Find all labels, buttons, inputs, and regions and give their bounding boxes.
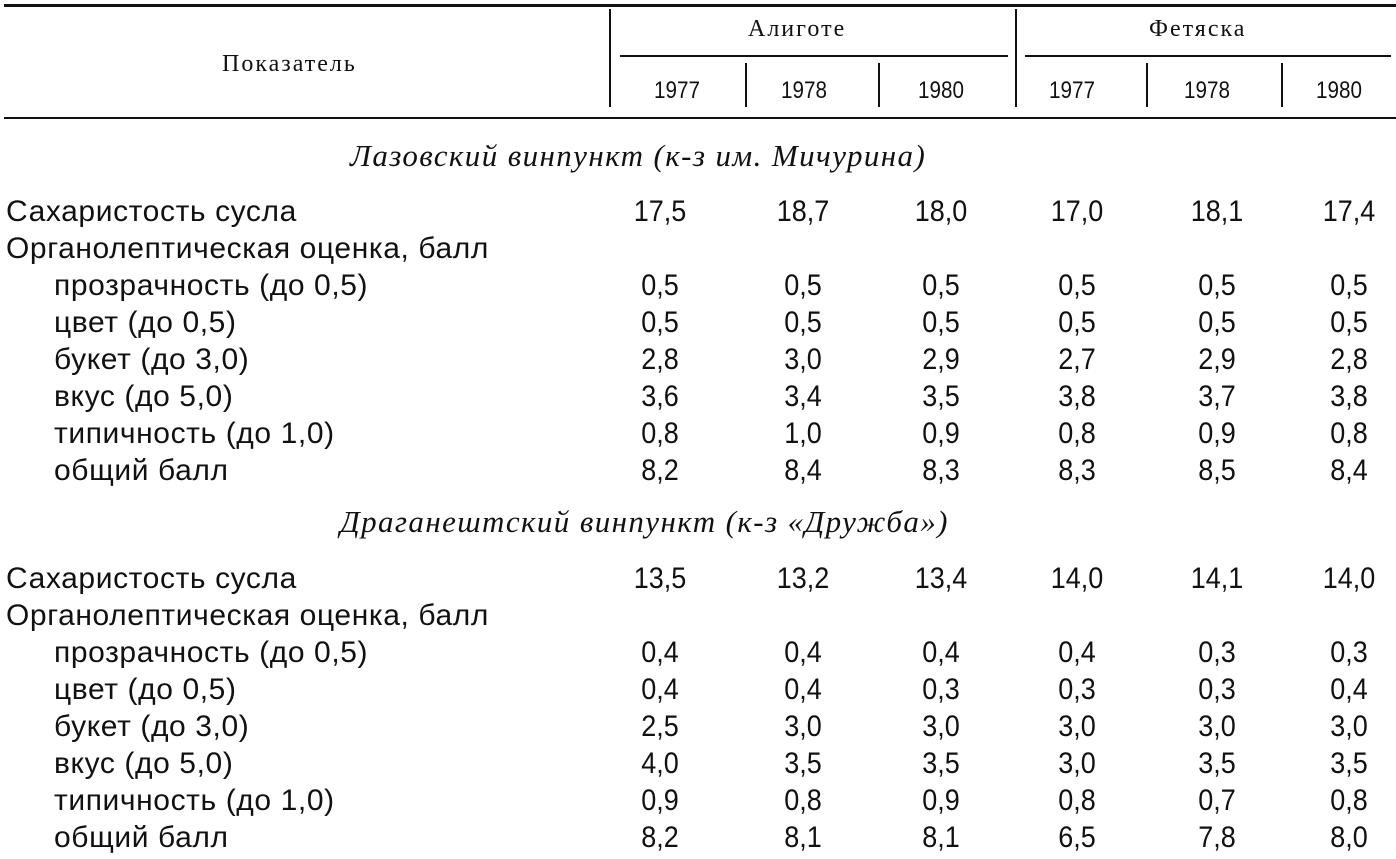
value-cell: 0,5 xyxy=(784,269,822,302)
year-divider xyxy=(1146,63,1148,107)
row-label: вкус (до 5,0) xyxy=(54,380,234,413)
value-cell: 3,5 xyxy=(784,747,822,780)
table-row xyxy=(0,708,1396,745)
value-cell: 2,8 xyxy=(641,343,679,376)
table-top-rule xyxy=(4,4,1396,7)
value-cell: 3,0 xyxy=(1058,710,1096,743)
year-header: 1977 xyxy=(1049,77,1095,104)
table-row xyxy=(0,782,1396,819)
table-row xyxy=(0,415,1396,452)
value-cell: 8,1 xyxy=(784,821,822,854)
table-row xyxy=(0,745,1396,782)
table-row xyxy=(0,230,1396,267)
value-cell: 2,8 xyxy=(1330,343,1368,376)
value-cell: 3,7 xyxy=(1198,380,1236,413)
value-cell: 8,4 xyxy=(784,454,822,487)
header-divider-left xyxy=(609,9,611,107)
value-cell: 0,7 xyxy=(1198,784,1236,817)
value-cell: 14,1 xyxy=(1190,562,1244,595)
year-header: 1978 xyxy=(781,77,827,104)
value-cell: 0,4 xyxy=(922,636,960,669)
row-label: типичность (до 1,0) xyxy=(54,417,335,450)
value-cell: 3,0 xyxy=(1330,710,1368,743)
year-divider xyxy=(1281,63,1283,107)
value-cell: 0,5 xyxy=(1330,306,1368,339)
table-row xyxy=(0,304,1396,341)
value-cell: 8,0 xyxy=(1330,821,1368,854)
value-cell: 2,9 xyxy=(922,343,960,376)
value-cell: 3,5 xyxy=(922,747,960,780)
table-row xyxy=(0,634,1396,671)
value-cell: 0,3 xyxy=(1198,636,1236,669)
aligote-group-rule xyxy=(620,55,1008,57)
year-header: 1977 xyxy=(654,77,700,104)
value-cell: 3,0 xyxy=(1198,710,1236,743)
value-cell: 0,3 xyxy=(922,673,960,706)
value-cell: 0,5 xyxy=(922,306,960,339)
value-cell: 0,5 xyxy=(641,306,679,339)
year-divider xyxy=(745,63,747,107)
value-cell: 14,0 xyxy=(1050,562,1104,595)
value-cell: 18,0 xyxy=(914,195,968,228)
value-cell: 8,5 xyxy=(1198,454,1236,487)
row-label: Органолептическая оценка, балл xyxy=(6,599,489,632)
row-label: цвет (до 0,5) xyxy=(54,673,237,706)
variety-header-aligote: Алиготе xyxy=(748,16,847,42)
value-cell: 8,1 xyxy=(922,821,960,854)
value-cell: 3,6 xyxy=(641,380,679,413)
table-row xyxy=(0,267,1396,304)
value-cell: 0,4 xyxy=(784,673,822,706)
value-cell: 8,2 xyxy=(641,821,679,854)
value-cell: 4,0 xyxy=(641,747,679,780)
row-label: вкус (до 5,0) xyxy=(54,747,234,780)
value-cell: 13,2 xyxy=(776,562,830,595)
value-cell: 3,0 xyxy=(922,710,960,743)
value-cell: 0,4 xyxy=(641,636,679,669)
row-label: прозрачность (до 0,5) xyxy=(54,269,369,302)
table-row xyxy=(0,560,1396,597)
value-cell: 0,8 xyxy=(1058,784,1096,817)
value-cell: 0,8 xyxy=(1330,417,1368,450)
row-label: прозрачность (до 0,5) xyxy=(54,636,369,669)
value-cell: 0,3 xyxy=(1330,636,1368,669)
value-cell: 0,9 xyxy=(922,417,960,450)
value-cell: 0,9 xyxy=(922,784,960,817)
value-cell: 0,3 xyxy=(1198,673,1236,706)
value-cell: 0,5 xyxy=(641,269,679,302)
value-cell: 2,7 xyxy=(1058,343,1096,376)
value-cell: 13,5 xyxy=(633,562,687,595)
value-cell: 17,0 xyxy=(1050,195,1104,228)
section-title: Лазовский винпункт (к-з им. Мичурина) xyxy=(350,138,927,173)
value-cell: 8,3 xyxy=(1058,454,1096,487)
value-cell: 0,8 xyxy=(1330,784,1368,817)
value-cell: 2,9 xyxy=(1198,343,1236,376)
row-label: букет (до 3,0) xyxy=(54,710,250,743)
value-cell: 3,5 xyxy=(1198,747,1236,780)
value-cell: 0,4 xyxy=(641,673,679,706)
value-cell: 18,1 xyxy=(1190,195,1244,228)
value-cell: 0,5 xyxy=(1058,269,1096,302)
table-row xyxy=(0,597,1396,634)
value-cell: 3,0 xyxy=(1058,747,1096,780)
year-divider xyxy=(878,63,880,107)
value-cell: 13,4 xyxy=(914,562,968,595)
value-cell: 0,8 xyxy=(1058,417,1096,450)
row-label: типичность (до 1,0) xyxy=(54,784,335,817)
table-row xyxy=(0,671,1396,708)
value-cell: 3,8 xyxy=(1330,380,1368,413)
value-cell: 3,5 xyxy=(1330,747,1368,780)
year-header: 1980 xyxy=(918,77,964,104)
header-bottom-rule xyxy=(4,117,1396,119)
value-cell: 14,0 xyxy=(1322,562,1376,595)
row-label: Органолептическая оценка, балл xyxy=(6,232,489,265)
value-cell: 0,4 xyxy=(1058,636,1096,669)
value-cell: 8,3 xyxy=(922,454,960,487)
row-label: Сахаристость сусла xyxy=(6,562,297,595)
row-label: Сахаристость сусла xyxy=(6,195,297,228)
value-cell: 0,4 xyxy=(784,636,822,669)
value-cell: 0,5 xyxy=(1198,306,1236,339)
value-cell: 0,5 xyxy=(784,306,822,339)
value-cell: 3,5 xyxy=(922,380,960,413)
row-label: общий балл xyxy=(54,821,229,854)
value-cell: 0,5 xyxy=(922,269,960,302)
value-cell: 1,0 xyxy=(784,417,822,450)
value-cell: 8,2 xyxy=(641,454,679,487)
value-cell: 3,8 xyxy=(1058,380,1096,413)
table-row xyxy=(0,378,1396,415)
value-cell: 0,5 xyxy=(1330,269,1368,302)
value-cell: 0,5 xyxy=(1058,306,1096,339)
table-row xyxy=(0,819,1396,856)
value-cell: 3,4 xyxy=(784,380,822,413)
value-cell: 2,5 xyxy=(641,710,679,743)
table-row xyxy=(0,452,1396,489)
value-cell: 0,9 xyxy=(1198,417,1236,450)
value-cell: 0,5 xyxy=(1198,269,1236,302)
value-cell: 0,8 xyxy=(641,417,679,450)
table-row xyxy=(0,341,1396,378)
value-cell: 6,5 xyxy=(1058,821,1096,854)
row-label: общий балл xyxy=(54,454,229,487)
value-cell: 8,4 xyxy=(1330,454,1368,487)
value-cell: 0,9 xyxy=(641,784,679,817)
table-row xyxy=(0,193,1396,230)
value-cell: 17,4 xyxy=(1322,195,1376,228)
value-cell: 0,3 xyxy=(1058,673,1096,706)
value-cell: 3,0 xyxy=(784,710,822,743)
value-cell: 0,4 xyxy=(1330,673,1368,706)
value-cell: 18,7 xyxy=(776,195,830,228)
header-divider-middle xyxy=(1015,9,1017,107)
variety-header-fetyaska: Фетяска xyxy=(1149,16,1247,42)
row-label: цвет (до 0,5) xyxy=(54,306,237,339)
value-cell: 7,8 xyxy=(1198,821,1236,854)
indicator-column-header: Показатель xyxy=(222,51,357,77)
section-title: Драганештский винпункт (к-з «Дружба») xyxy=(340,504,949,539)
fetyaska-group-rule xyxy=(1025,55,1391,57)
value-cell: 17,5 xyxy=(633,195,687,228)
year-header: 1980 xyxy=(1316,77,1362,104)
value-cell: 3,0 xyxy=(784,343,822,376)
year-header: 1978 xyxy=(1184,77,1230,104)
row-label: букет (до 3,0) xyxy=(54,343,250,376)
value-cell: 0,8 xyxy=(784,784,822,817)
